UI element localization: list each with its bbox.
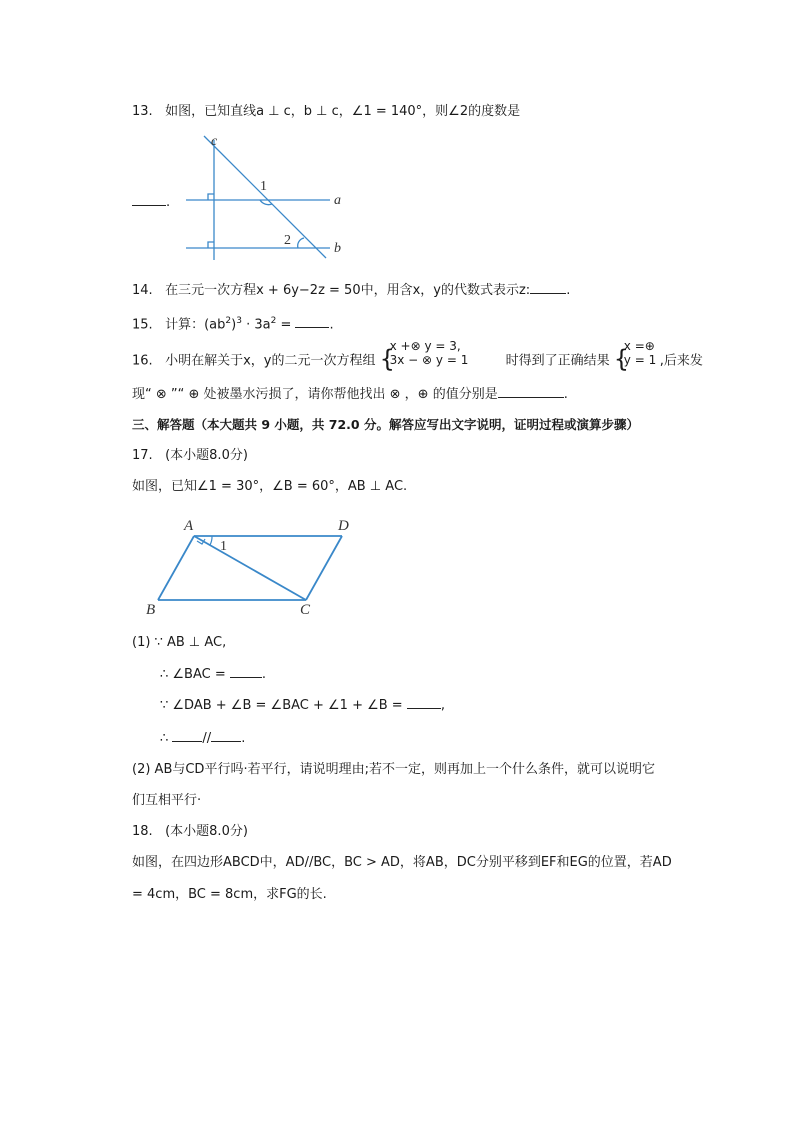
right-angle-mark-b [208, 242, 214, 248]
q13-question [132, 103, 520, 121]
brace-icon: { [613, 345, 630, 373]
q15-number: 15. [132, 317, 153, 333]
label-C: C [300, 602, 311, 618]
q15-question: 15. 计算：$(ab^2)^3 \cdot 3a^2$ = . [132, 316, 334, 333]
angle-2-arc [298, 238, 304, 248]
side-ba [158, 536, 194, 600]
transversal-line [204, 136, 326, 258]
q16-question-line2: 现“ ⊗ ”“ ⊕ 处被墨水污损了，请你帮他找出 ⊗ ，⊕ 的值分别是 . [132, 387, 568, 402]
q17-blank-line1[interactable] [172, 729, 202, 742]
q14-blank[interactable] [530, 281, 566, 294]
q17-blank-sum[interactable] [407, 696, 441, 709]
q16-equation-system: { x +⊗ y = 3, 3x − ⊗ y = 1 [379, 339, 469, 373]
q14-question: 14. 在三元一次方程x + 6y−2z = 50中，用含x，y的代数式表示z: . [132, 283, 571, 298]
label-b: b [334, 241, 341, 256]
q17-figure [140, 514, 360, 620]
q17-part1-head: (1) ∵ AB ⊥ AC, [132, 635, 227, 650]
q17-part1-step2: ∴ ∠BAC = . [160, 667, 267, 682]
label-angle-1: 1 [260, 179, 267, 194]
label-B: B [146, 602, 156, 618]
q15-blank[interactable] [295, 315, 329, 328]
q16-blank[interactable] [498, 385, 564, 398]
q18-line2: = 4cm，BC = 8cm，求FG的长. [132, 887, 327, 902]
label-c: c [211, 134, 218, 149]
q16-number: 16. [132, 353, 153, 369]
label-angle-1: 1 [220, 539, 227, 554]
side-dc [306, 536, 342, 600]
q17-header [132, 447, 248, 465]
q17-blank-bac[interactable] [230, 665, 262, 678]
q18-header [132, 823, 248, 841]
q17-score: (本小题8.0分) [165, 448, 248, 463]
q13-text: 如图，已知直线a ⊥ c，b ⊥ c，∠1 = 140°，则∠2的度数是 [165, 104, 521, 119]
q17-part2-line2: 们互相平行· [132, 793, 202, 808]
right-angle-mark-a [208, 194, 214, 200]
q14-text: 在三元一次方程x + 6y−2z = 50中，用含x，y的代数式表示z: [165, 283, 531, 298]
q13-blank[interactable] [132, 193, 166, 206]
q18-score: (本小题8.0分) [165, 824, 248, 839]
q13-figure [180, 132, 350, 262]
label-angle-2: 2 [284, 233, 291, 248]
q17-part1-step4: ∴ // . [160, 731, 246, 746]
diagonal-ac [194, 536, 306, 600]
q14-number: 14. [132, 283, 153, 298]
q17-blank-line2[interactable] [211, 729, 241, 742]
q13-answer-line: . [132, 193, 170, 212]
q17-part1-step3: ∵ ∠DAB + ∠B = ∠BAC + ∠1 + ∠B = , [160, 698, 445, 713]
q16-solution-system: { x =⊕ y = 1 [613, 339, 657, 373]
label-a: a [334, 193, 341, 208]
q17-part2-line1: (2) AB与CD平行吗·若平行，请说明理由;若不一定，则再加上一个什么条件，就可以说明它 [132, 762, 655, 777]
section-3-title: 三、解答题（本大题共 9 小题，共 72.0 分。解答应写出文字说明，证明过程或演算步骤） [132, 417, 639, 432]
q18-line1: 如图，在四边形ABCD中，AD//BC，BC > AD，将AB，DC分别平移到EF和EG的位置，若AD [132, 855, 672, 870]
brace-icon: { [379, 345, 395, 373]
q13-number: 13. [132, 104, 153, 119]
angle-1-arc [210, 536, 212, 545]
label-A: A [184, 518, 194, 534]
label-D: D [338, 518, 349, 534]
q16-question: 16. 小明在解关于x，y的二元一次方程组 { x +⊗ y = 3, 3x − ⊗ y = 1 时得到了正确结果 { x =⊕ y = 1 ,后来发 [132, 339, 703, 373]
q17-stem: 如图，已知∠1 = 30°，∠B = 60°，AB ⊥ AC. [132, 479, 408, 494]
q17-number: 17. [132, 448, 153, 463]
q18-number: 18. [132, 824, 153, 839]
